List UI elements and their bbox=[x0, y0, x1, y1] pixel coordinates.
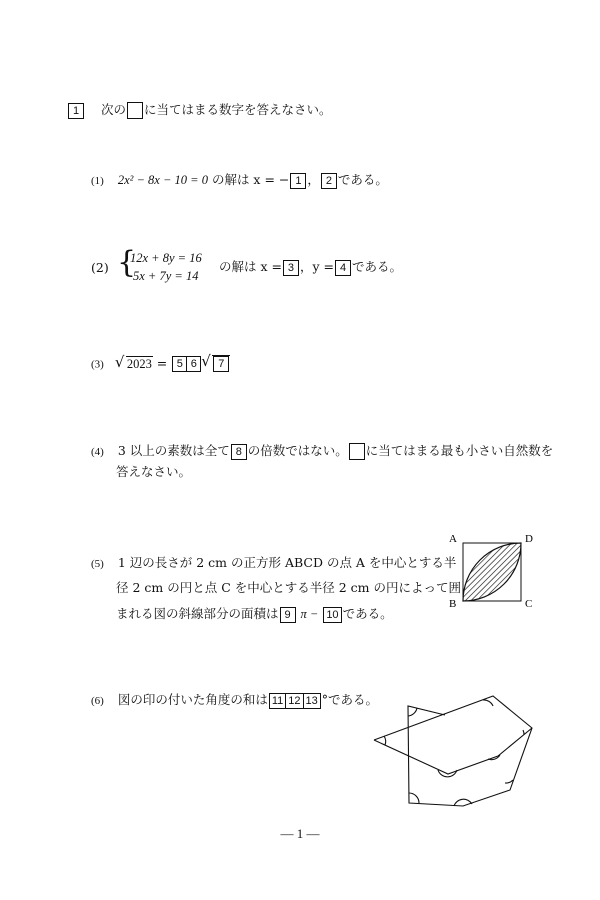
answer-box-12: 12 bbox=[285, 694, 302, 708]
q5-line1: 1 辺の長さが 2 cm の正方形 ABCD の点 A を中心とする半 bbox=[117, 555, 457, 570]
problem-header bbox=[67, 102, 332, 119]
label-c: C bbox=[525, 598, 533, 610]
angle-mark-2 bbox=[483, 700, 493, 706]
q2-text-y: ，y = bbox=[299, 259, 334, 274]
sqrt-icon-2 bbox=[202, 355, 230, 373]
label-d: D bbox=[525, 533, 533, 545]
q1-text-end: である。 bbox=[337, 172, 388, 187]
q4-label: (4) bbox=[91, 446, 104, 458]
q4-line2: 答えなさい。 bbox=[116, 464, 192, 479]
blank-box-icon-2 bbox=[349, 443, 365, 460]
angle-mark-6 bbox=[409, 793, 419, 803]
square-lens-figure bbox=[445, 530, 550, 615]
q3-label: (3) bbox=[91, 358, 104, 371]
blank-box-icon bbox=[127, 102, 143, 119]
label-b: B bbox=[449, 598, 457, 610]
problem-number-box: 1 bbox=[68, 103, 84, 119]
question-3 bbox=[91, 355, 230, 373]
q1-equation: 2x² − 8x − 10 = 0 bbox=[117, 173, 208, 187]
answer-box-5: 5 bbox=[176, 358, 183, 370]
q6-text-post: °である。 bbox=[321, 692, 379, 707]
q1-text-mid: の解は x = − bbox=[211, 172, 290, 187]
answer-box-6: 6 bbox=[186, 357, 200, 371]
answer-box-1: 1 bbox=[290, 173, 306, 189]
answer-box-13: 13 bbox=[303, 694, 320, 708]
q1-sep: ， bbox=[307, 172, 320, 187]
answer-box-4: 4 bbox=[335, 260, 351, 276]
q3-radicand: 2023 bbox=[126, 356, 152, 371]
q6-text-pre: 図の印の付いた角度の和は bbox=[117, 692, 268, 707]
angle-mark-9 bbox=[408, 708, 417, 716]
answer-box-9: 9 bbox=[280, 607, 296, 623]
q1-label: (1) bbox=[91, 175, 104, 187]
q5-line3-pre: まれる図の斜線部分の面積は bbox=[116, 606, 279, 621]
answer-box-11: 11 bbox=[271, 694, 284, 707]
q2-eq2: 5x + 7y = 14 bbox=[133, 269, 199, 283]
answer-box-7: 7 bbox=[213, 356, 229, 372]
question-6 bbox=[91, 692, 378, 709]
angle-mark-3 bbox=[523, 730, 524, 735]
q4-line1-pre: 3 以上の素数は全て bbox=[117, 443, 230, 458]
page-number: — 1 — bbox=[280, 826, 320, 841]
q5-line3 bbox=[116, 606, 393, 623]
angle-mark-7 bbox=[454, 799, 472, 806]
instruction-pre: 次の bbox=[100, 102, 126, 117]
label-a: A bbox=[449, 533, 457, 545]
angle-mark-8 bbox=[505, 780, 513, 783]
q2-text-mid: の解は x = bbox=[219, 259, 282, 274]
angle-mark-1 bbox=[384, 736, 386, 745]
instruction-post: に当てはまる数字を答えなさい。 bbox=[144, 102, 332, 117]
answer-box-10: 10 bbox=[323, 607, 341, 623]
q2-text-end: である。 bbox=[352, 259, 403, 274]
question-4-line1 bbox=[91, 443, 553, 460]
polygon-angles-figure bbox=[360, 685, 550, 815]
q5-line2: 径 2 cm の円と点 C を中心とする半径 2 cm の円によって囲 bbox=[116, 580, 461, 595]
question-2-answer bbox=[219, 259, 402, 276]
question-1 bbox=[91, 172, 388, 189]
answer-box-2: 2 bbox=[321, 173, 337, 189]
q3-eq: = bbox=[156, 355, 168, 371]
q4-line1-mid: の倍数ではない。 bbox=[247, 443, 348, 458]
polygon-outline-2 bbox=[374, 728, 532, 774]
q6-label: (6) bbox=[91, 695, 104, 707]
answer-box-8: 8 bbox=[231, 444, 247, 460]
q5-pi: π − bbox=[300, 607, 319, 621]
answer-box-11-13 bbox=[269, 693, 321, 709]
question-5-line1 bbox=[91, 555, 456, 572]
q5-line3-post: である。 bbox=[342, 606, 393, 621]
q5-label: (5) bbox=[91, 558, 104, 570]
q2-label: (2) bbox=[91, 260, 109, 275]
shaded-lens bbox=[463, 543, 521, 601]
q2-eq1: 12x + 8y = 16 bbox=[130, 251, 202, 265]
sqrt-icon bbox=[116, 356, 153, 372]
q4-line1-post: に当てはまる最も小さい自然数を bbox=[365, 443, 554, 458]
brace-icon: { bbox=[117, 245, 137, 280]
answer-box-5-6 bbox=[172, 356, 201, 372]
answer-box-3: 3 bbox=[283, 260, 299, 276]
